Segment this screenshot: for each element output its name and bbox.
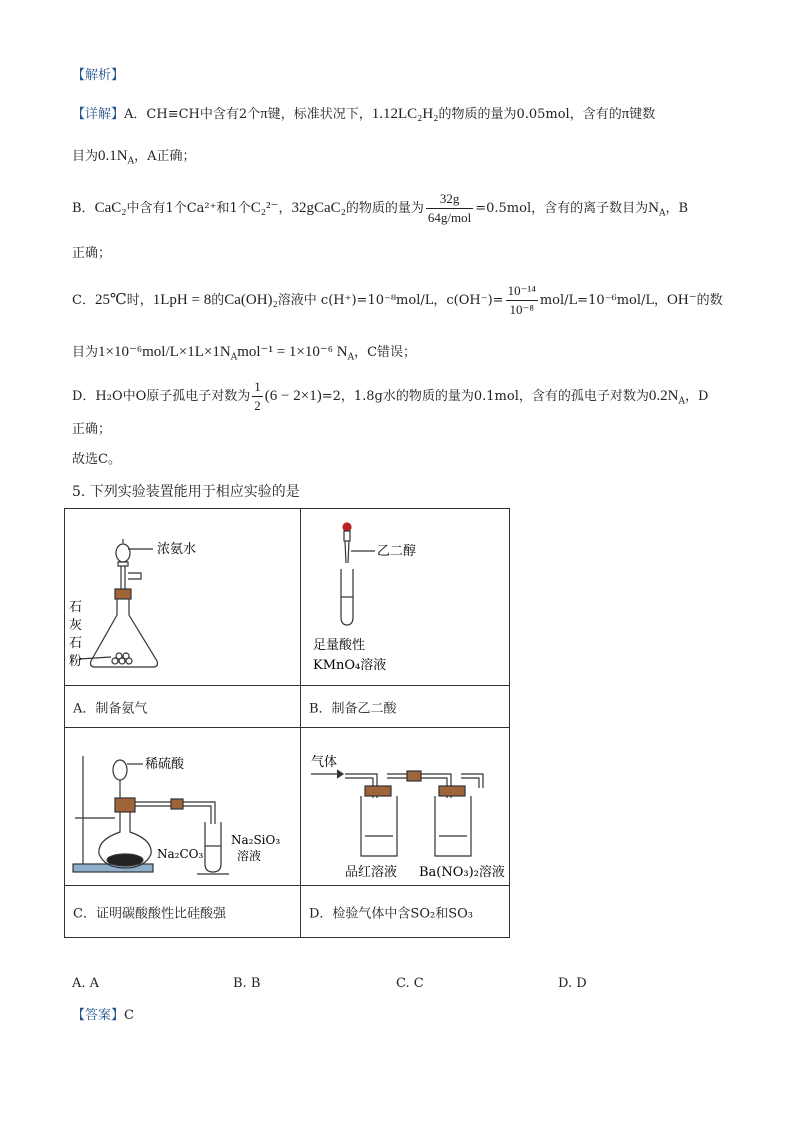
label-kmno4-2: KMnO₄溶液 — [313, 658, 387, 673]
label-lime-2: 灰 — [69, 618, 83, 633]
choice-c: C. C — [396, 976, 424, 991]
cell-d-figure — [301, 728, 509, 886]
cell-c-label — [65, 886, 301, 937]
cell-a-figure — [65, 509, 301, 686]
label-ammonia: 浓氨水 — [157, 542, 197, 557]
label-kmno4-1: 足量酸性 — [313, 638, 366, 653]
cell-c-figure — [65, 728, 301, 886]
detail-tag: 【详解】 — [72, 107, 125, 122]
detail-line-d2: 正确； — [72, 422, 112, 437]
label-magenta: 品红溶液 — [345, 865, 398, 880]
choose-line: 故选C。 — [72, 452, 121, 467]
label-ethylene-glycol: 乙二醇 — [377, 544, 417, 559]
apparatus-table — [64, 508, 510, 938]
question-5: 5. 下列实验装置能用于相应实验的是 — [72, 484, 300, 500]
label-lime-4: 粉 — [69, 654, 83, 669]
choice-d: D. D — [558, 976, 587, 991]
apparatus-c-drawing — [65, 728, 301, 886]
apparatus-a-drawing — [65, 509, 301, 686]
detail-line-d: D．H₂O中O原子孤电子对数为 $\frac{1}{2}$ (6 − 2×1)=2，1.8g水的物质的量为0.1mol，含有的孤电子对数为$0.2N_A$，D — [72, 379, 709, 413]
label-lime-3: 石 — [69, 636, 83, 651]
label-solution-c: 溶液 — [237, 849, 262, 863]
fraction-d: $\frac{1}{2}$ — [254, 379, 261, 413]
detail-line-b: B．CaC₂中含有1个Ca²⁺和1个C₂²⁻，32gCaC₂的物质的量为 $\frac{32g}{\text{64g/mol}}$ =0.5mol，含有的离子数目为$N_A$，B — [72, 191, 689, 225]
label-lime-1: 石 — [69, 600, 83, 615]
fraction-b: $\frac{32g}{\text{64g/mol}}$ — [427, 191, 472, 225]
cell-a-label — [65, 686, 301, 728]
option-d-text: D．检验气体中含SO₂和SO₃ — [309, 906, 473, 921]
apparatus-b-drawing — [301, 509, 509, 686]
answer-tag: 【答案】 — [72, 1008, 125, 1023]
choice-a: A. A — [72, 976, 100, 991]
cell-b-figure — [301, 509, 509, 686]
fraction-c: $\frac{\text{10⁻¹⁴}}{\text{10⁻⁸}}$ — [507, 283, 536, 317]
option-a-text: A．制备氨气 — [73, 701, 148, 716]
label-na2co3: Na₂CO₃ — [157, 847, 204, 861]
cell-b-label — [301, 686, 509, 728]
detail-line-b2: 正确； — [72, 246, 112, 261]
option-c-text: C．证明碳酸酸性比硅酸强 — [73, 906, 226, 921]
detail-line-a2: 目为$0.1N_A$，A正确； — [72, 148, 196, 167]
label-dilute-sulfuric: 稀硫酸 — [145, 757, 185, 772]
detail-line-c: C．25℃时，1LpH = 8的Ca(OH)₂溶液中 c(H⁺)=10⁻⁸mol/L，c(OH⁻)= $\frac{\text{10⁻¹⁴}}{\text{10⁻⁸}}$ mol/L=10⁻⁶mol/L，OH⁻的数 — [72, 283, 723, 317]
detail-line-c2: 目为$1\times 10^{-6}mol/L\times 1L\times 1N_Amol^{-1} = 1\times 10^{-6}$ $N_A$，C错误； — [72, 344, 417, 363]
option-b-text: B．制备乙二酸 — [309, 701, 397, 716]
apparatus-d-drawing — [301, 728, 509, 886]
label-gas: 气体 — [311, 755, 338, 770]
answer-value: C — [124, 1008, 134, 1023]
analysis-heading: 【解析】 — [72, 68, 125, 83]
cell-d-label — [301, 886, 509, 937]
choice-b: B. B — [233, 976, 261, 991]
detail-line-a: 【详解】A．CH≡CH中含有2个π键，标准状况下，1.12LC₂H₂的物质的量为0.05mol，含有的π键数 — [72, 106, 656, 122]
label-barium-nitrate: Ba(NO₃)₂溶液 — [419, 865, 505, 880]
label-na2sio3: Na₂SiO₃ — [231, 833, 281, 847]
answer-line — [72, 1006, 134, 1026]
